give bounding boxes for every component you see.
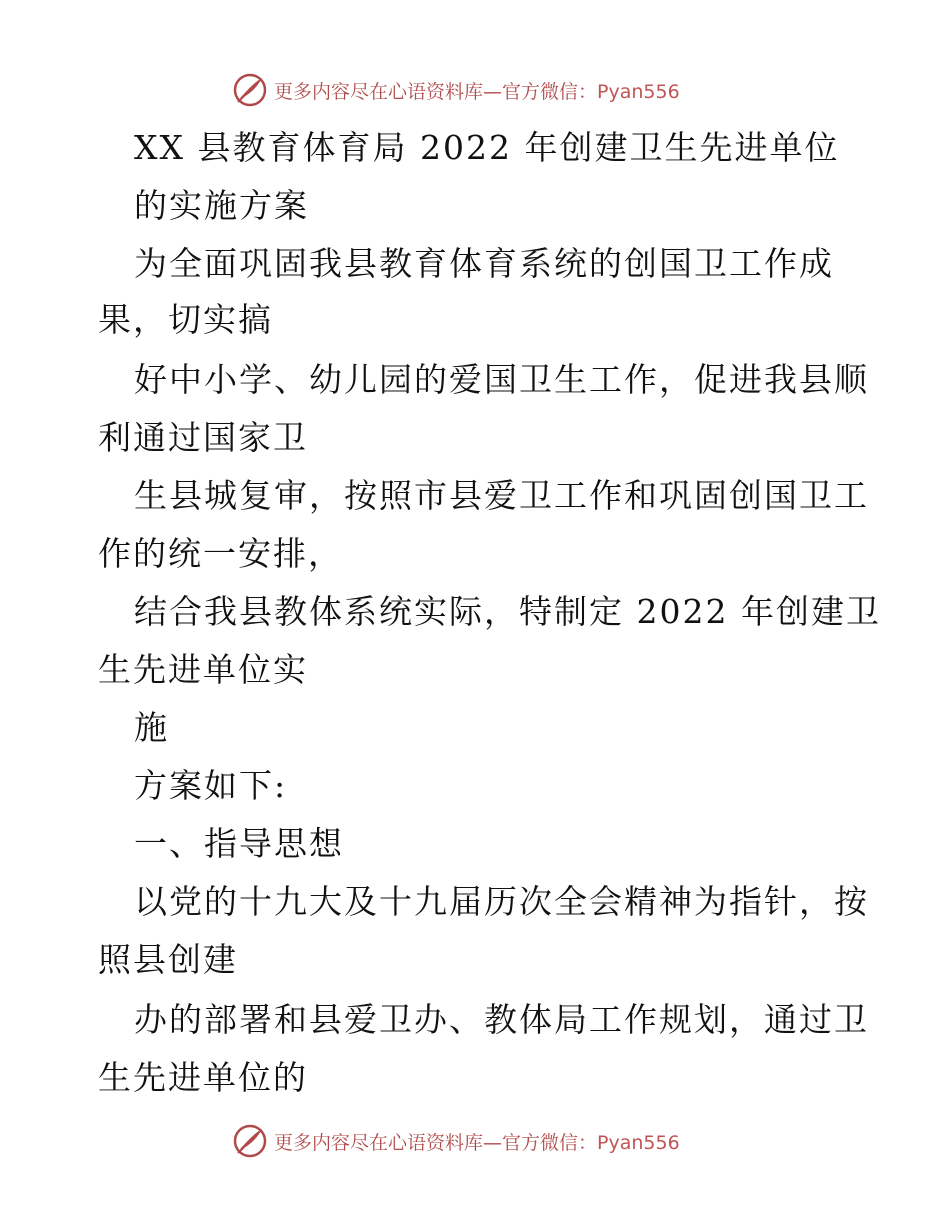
- paragraph-line: 结合我县教体系统实际，特制定 2022 年创建卫: [134, 592, 881, 631]
- watermark-header: [232, 70, 680, 110]
- quill-logo-icon: [232, 72, 268, 108]
- paragraph-line: 为全面巩固我县教育体育系统的创国卫工作成: [134, 244, 834, 283]
- watermark-text: 更多内容尽在心语资料库—官方微信：Pyan556: [274, 80, 680, 103]
- paragraph-line: 施: [134, 708, 169, 747]
- quill-logo-icon: [232, 1123, 268, 1159]
- paragraph-line: 利通过国家卫: [98, 418, 308, 457]
- watermark-footer: [232, 1121, 680, 1161]
- paragraph-line: 照县创建: [98, 940, 238, 979]
- paragraph-line: 生县城复审，按照市县爱卫工作和巩固创国卫工: [134, 476, 869, 515]
- paragraph-line: 以党的十九大及十九届历次全会精神为指针，按: [134, 882, 869, 921]
- paragraph-line: 果，切实搞: [98, 300, 273, 339]
- paragraph-line: 方案如下:: [134, 766, 288, 805]
- paragraph-line: 好中小学、幼儿园的爱国卫生工作，促进我县顺: [134, 360, 869, 399]
- paragraph-line: 作的统一安排，: [98, 534, 343, 573]
- paragraph-line: 生先进单位的: [98, 1058, 308, 1097]
- document-title-line-2: 的实施方案: [134, 186, 309, 225]
- section-heading: 一、指导思想: [134, 824, 344, 863]
- paragraph-line: 生先进单位实: [98, 650, 308, 689]
- watermark-text: 更多内容尽在心语资料库—官方微信：Pyan556: [274, 1131, 680, 1154]
- document-title-line-1: XX 县教育体育局 2022 年创建卫生先进单位: [134, 128, 840, 167]
- paragraph-line: 办的部署和县爱卫办、教体局工作规划，通过卫: [134, 1000, 869, 1039]
